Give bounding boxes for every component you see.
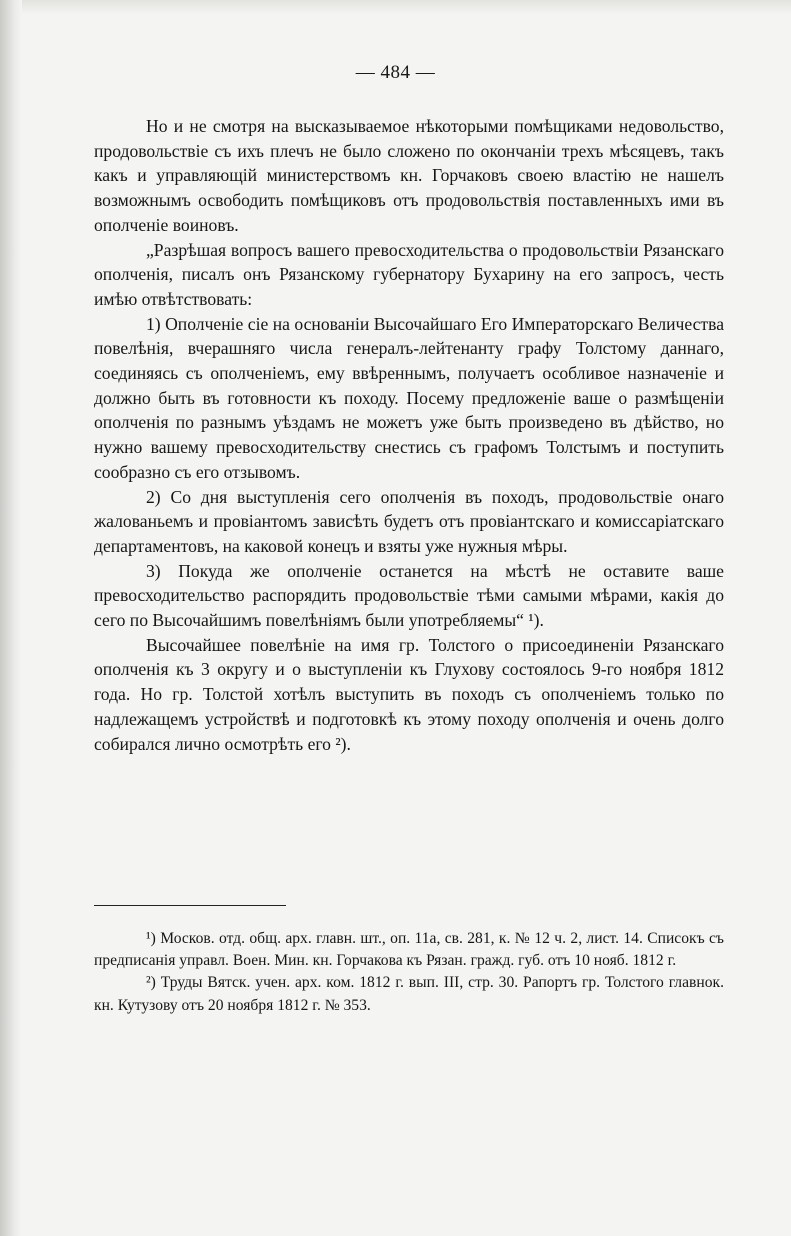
page-left-edge-shadow	[0, 0, 22, 1236]
paragraph: 3) Покуда же ополченіе останется на мѣстѣ не оставите ваше превосходительство распорядить продовольствіе тѣми самыми мѣрами, какія до сего по Высочайшимъ повелѣніямъ были употребляемы“ ¹).	[94, 560, 724, 631]
footnote: ²) Труды Вятск. учен. арх. ком. 1812 г. вып. III, стр. 30. Рапортъ гр. Толстого главнок. кн. Кутузову отъ 20 ноября 1812 г. № 353.	[94, 974, 724, 1014]
footnote-divider	[94, 905, 286, 906]
paragraph: 2) Со дня выступленія сего ополченія въ походъ, продовольствіе онаго жалованьемъ и провіантомъ зависѣть будетъ отъ провіантскаго и комиссаріатскаго департаментовъ, на каковой конецъ и взяты уже нужныя мѣры.	[94, 486, 724, 556]
paragraph: 1) Ополченіе сіе на основаніи Высочайшаго Его Императорскаго Величества повелѣнія, вчерашняго числа генералъ-лейтенанту графу Толстому даннаго, соединяясь съ ополченіемъ, ему ввѣреннымъ, получаетъ особливое назначеніе и должно быть въ готовности къ походу. Посему предложеніе ваше о размѣщеніи ополченія по разнымъ уѣздамъ не можетъ уже быть произведено въ дѣйство, но нужно вашему превосходительству снестись съ графомъ Толстымъ и поступить сообразно съ его отзывомъ.	[94, 313, 724, 482]
main-text	[94, 114, 724, 756]
footnotes	[94, 928, 724, 1017]
paragraph: Но и не смотря на высказываемое нѣкоторыми помѣщиками недовольство, продовольствіе съ ихъ плечъ не было сложено по окончаніи трехъ мѣсяцевъ, такъ какъ и управляющій министерствомъ кн. Горчаковъ своею властію не нашелъ возможнымъ освободить помѣщиковъ отъ продовольствія поставленныхъ ими въ ополченіе воиновъ.	[94, 116, 724, 235]
page-number: — 484 —	[355, 62, 436, 83]
paragraph: „Разрѣшая вопросъ вашего превосходительства о продовольствіи Рязанскаго ополченія, писалъ онъ Рязанскому губернатору Бухарину на его запросъ, честь имѣю отвѣтствовать:	[94, 239, 724, 309]
paragraph: Высочайшее повелѣніе на имя гр. Толстого о присоединеніи Рязанскаго ополченія къ 3 округу и о выступленіи къ Глухову состоялось 9-го ноября 1812 года. Но гр. Толстой хотѣлъ выступить въ походъ съ ополченіемъ только по надлежащемъ устройствѣ и подготовкѣ къ этому походу ополченія и очень долго собирался лично осмотрѣть его ²).	[94, 634, 724, 754]
page-top-edge-shadow	[0, 0, 791, 14]
footnote: ¹) Москов. отд. общ. арх. главн. шт., оп. 11а, св. 281, к. № 12 ч. 2, лист. 14. Списокъ съ предписанія управл. Воен. Мин. кн. Горчакова къ Рязан. гражд. губ. отъ 10 нояб. 1812 г.	[94, 930, 724, 970]
